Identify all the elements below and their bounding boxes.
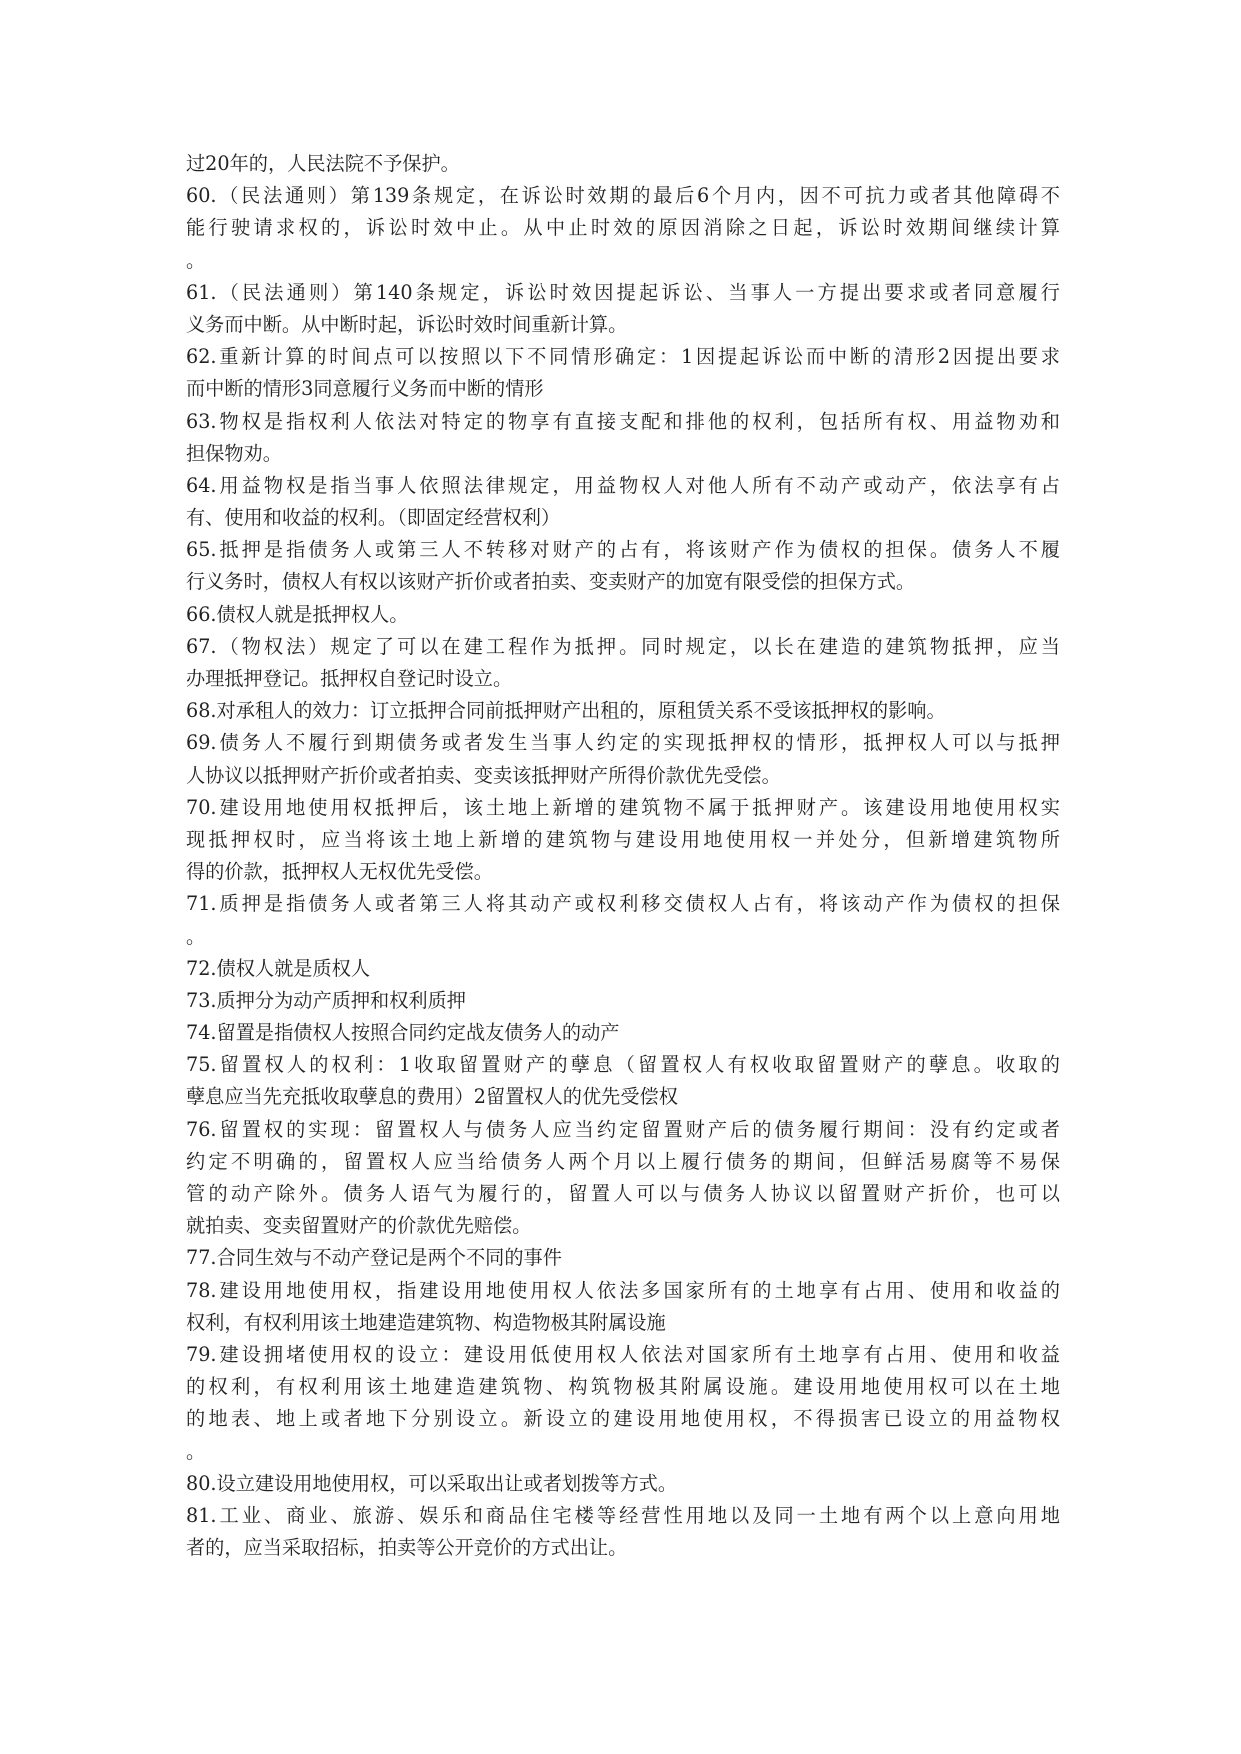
text-line: 64.用益物权是指当事人依照法律规定，用益物权人对他人所有不动产或动产，依法享有占: [186, 473, 1060, 497]
document-page: [186, 148, 1060, 1564]
text-line: 而中断的情形3同意履行义务而中断的情形: [186, 377, 544, 401]
text-line: 行义务时，债权人有权以该财产折价或者拍卖、变卖财产的加宽有限受偿的担保方式。: [186, 570, 916, 594]
text-line: 的地表、地上或者地下分别设立。新设立的建设用地使用权，不得损害已设立的用益物权: [186, 1407, 1060, 1431]
text-line: 80.设立建设用地使用权，可以采取出让或者划拨等方式。: [186, 1471, 678, 1495]
text-line: 63.物权是指权利人依法对特定的物享有直接支配和排他的权利，包括所有权、用益物劝和: [186, 409, 1060, 433]
text-line: 66.债权人就是抵押权人。: [186, 602, 409, 626]
text-line: 67.（物权法）规定了可以在建工程作为抵押。同时规定，以长在建造的建筑物抵押，应当: [186, 634, 1060, 658]
text-line: 能行驶请求权的，诉讼时效中止。从中止时效的原因消除之日起，诉讼时效期间继续计算: [186, 216, 1060, 240]
text-line: 。: [186, 1439, 206, 1463]
text-line: 约定不明确的，留置权人应当给债务人两个月以上履行债务的期间，但鲜活易腐等不易保: [186, 1149, 1060, 1173]
text-line: 办理抵押登记。抵押权自登记时设立。: [186, 667, 513, 690]
text-line: 68.对承租人的效力：订立抵押合同前抵押财产出租的，原租赁关系不受该抵押权的影响。: [186, 699, 946, 723]
text-line: 。: [186, 924, 206, 948]
text-line: 62.重新计算的时间点可以按照以下不同情形确定：1因提起诉讼而中断的清形2因提出要求: [186, 345, 1060, 369]
text-line: 。: [186, 248, 206, 272]
text-line: 74.留置是指债权人按照合同约定战友债务人的动产: [186, 1021, 620, 1045]
text-line: 76.留置权的实现：留置权人与债务人应当约定留置财产后的债务履行期间：没有约定或者: [186, 1117, 1060, 1141]
text-line: 的权利，有权利用该土地建造建筑物、构筑物极其附属设施。建设用地使用权可以在土地: [186, 1375, 1060, 1399]
text-line: 过20年的，人民法院不予保护。: [186, 152, 460, 175]
text-line: 现抵押权时，应当将该土地上新增的建筑物与建设用地使用权一并处分，但新增建筑物所: [186, 827, 1060, 851]
text-line: 孽息应当先充抵收取孽息的费用）2留置权人的优先受偿权: [186, 1085, 678, 1109]
text-line: 有、使用和收益的权利。（即固定经营权利）: [186, 506, 561, 530]
text-line: 72.债权人就是质权人: [186, 956, 371, 980]
text-line: 79.建设拥堵使用权的设立：建设用低使用权人依法对国家所有土地享有占用、使用和收益: [186, 1342, 1060, 1366]
text-line: 77.合同生效与不动产登记是两个不同的事件: [186, 1246, 562, 1270]
text-line: 65.抵押是指债务人或第三人不转移对财产的占有，将该财产作为债权的担保。债务人不履: [186, 538, 1060, 562]
text-line: 担保物劝。: [186, 441, 282, 465]
text-line: 权利，有权利用该土地建造建筑物、构造物极其附属设施: [186, 1310, 666, 1334]
text-line: 70.建设用地使用权抵押后，该土地上新增的建筑物不属于抵押财产。该建设用地使用权实: [186, 795, 1060, 819]
text-line: 71.质押是指债务人或者第三人将其动产或权利移交债权人占有，将该动产作为债权的担保: [186, 892, 1060, 916]
text-line: 得的价款，抵押权人无权优先受偿。: [186, 860, 493, 884]
text-line: 管的动产除外。债务人语气为履行的，留置人可以与债务人协议以留置财产折价，也可以: [186, 1182, 1060, 1205]
text-line: 81.工业、商业、旅游、娱乐和商品住宅楼等经营性用地以及同一土地有两个以上意向用地: [186, 1503, 1060, 1527]
text-line: 75.留置权人的权利：1收取留置财产的孽息（留置权人有权收取留置财产的孽息。收取的: [186, 1053, 1060, 1077]
text-line: 69.债务人不履行到期债务或者发生当事人约定的实现抵押权的情形，抵押权人可以与抵押: [186, 731, 1060, 755]
text-line: 73.质押分为动产质押和权利质押: [186, 988, 466, 1012]
text-line: 78.建设用地使用权，指建设用地使用权人依法多国家所有的土地享有占用、使用和收益的: [186, 1278, 1060, 1302]
text-line: 60.（民法通则）第139条规定，在诉讼时效期的最后6个月内，因不可抗力或者其他障碍不: [186, 184, 1060, 208]
text-line: 61.（民法通则）第140条规定，诉讼时效因提起诉讼、当事人一方提出要求或者同意履行: [186, 280, 1060, 304]
text-line: 者的，应当采取招标，拍卖等公开竞价的方式出让。: [186, 1536, 628, 1560]
text-line: 义务而中断。从中断时起，诉讼时效时间重新计算。: [186, 312, 628, 336]
text-line: 就拍卖、变卖留置财产的价款优先赔偿。: [186, 1214, 532, 1238]
text-line: 人协议以抵押财产折价或者拍卖、变卖该抵押财产所得价款优先受偿。: [186, 763, 781, 787]
